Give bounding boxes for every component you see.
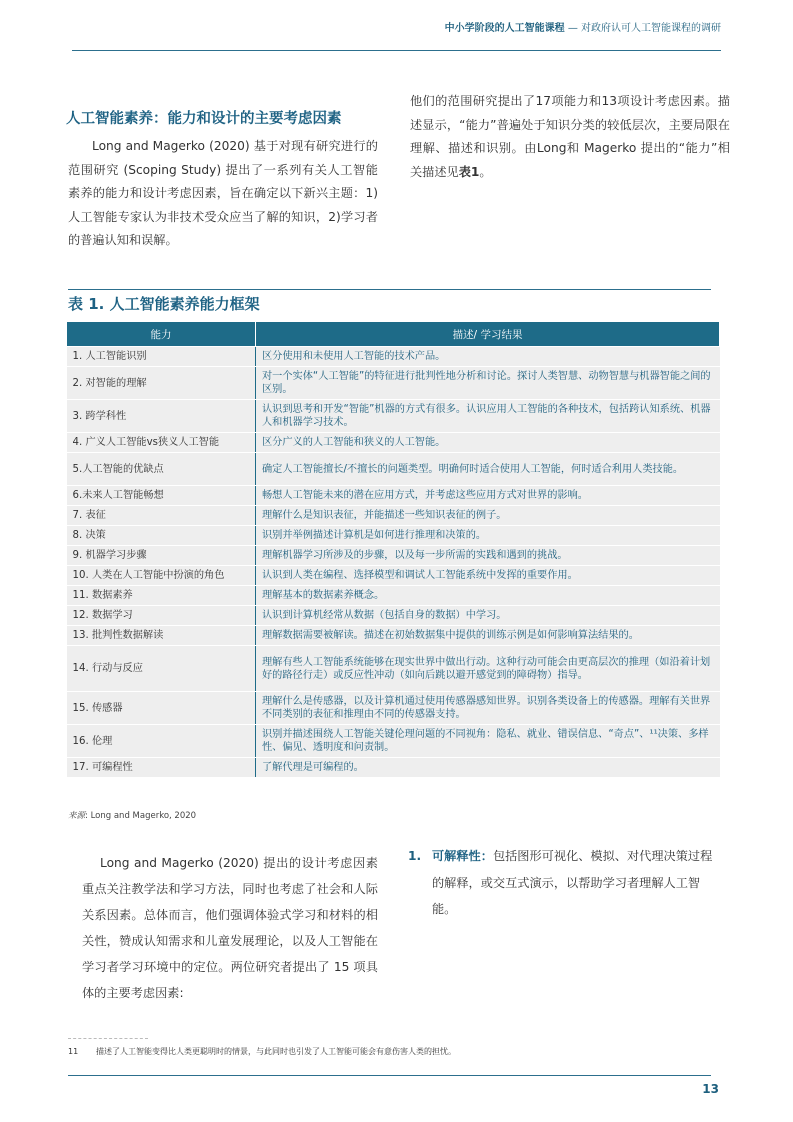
description-cell: 识别并举例描述计算机是如何进行推理和决策的。 — [256, 526, 720, 546]
section-title: 人工智能素养：能力和设计的主要考虑因素 — [66, 111, 342, 127]
column-header-description: 描述/ 学习结果 — [256, 322, 720, 347]
intro-right-end: 。 — [479, 164, 492, 179]
footnote-divider — [68, 1038, 148, 1039]
list-item-text: 包括图形可视化、模拟、对代理决策过程的解释，或交互式演示，以帮助学习者理解人工智能。 — [432, 849, 713, 916]
table-row — [67, 586, 720, 606]
table-row — [67, 546, 720, 566]
capability-cell: 10. 人类在人工智能中扮演的角色 — [67, 566, 256, 586]
table-row — [67, 486, 720, 506]
table-row — [67, 626, 720, 646]
capability-cell: 14. 行动与反应 — [67, 646, 256, 692]
description-cell: 理解什么是知识表征，并能描述一些知识表征的例子。 — [256, 506, 720, 526]
capability-cell: 6.未来人工智能畅想 — [67, 486, 256, 506]
capability-cell: 4. 广义人工智能vs狭义人工智能 — [67, 433, 256, 453]
table-number: 1. — [88, 295, 105, 313]
description-cell: 区分使用和未使用人工智能的技术产品。 — [256, 347, 720, 367]
table-title — [68, 293, 260, 314]
competency-table — [66, 321, 720, 778]
running-header — [72, 18, 721, 51]
table-row — [67, 692, 720, 725]
table-top-rule — [68, 289, 711, 290]
description-cell: 认识到计算机经常从数据（包括自身的数据）中学习。 — [256, 606, 720, 626]
footnote-text: 描述了人工智能变得比人类更聪明时的情景，与此同时也引发了人工智能可能会有意伤害人类的担忧。 — [96, 1047, 456, 1056]
description-cell: 了解代理是可编程的。 — [256, 758, 720, 778]
intro-paragraph-right — [410, 90, 730, 184]
table-title-text: 人工智能素养能力框架 — [109, 295, 260, 313]
table-body — [67, 347, 720, 778]
capability-cell: 15. 传感器 — [67, 692, 256, 725]
table-row — [67, 347, 720, 367]
capability-cell: 16. 伦理 — [67, 725, 256, 758]
header-subtitle: 对政府认可人工智能课程的调研 — [581, 23, 721, 34]
design-considerations-paragraph: Long and Magerko (2020) 提出的设计考虑因素重点关注教学法和学习方法，同时也考虑了社会和人际关系因素。总体而言，他们强调体验式学习和材料的相关性，赞成认知需求和儿童发展理论，以及人工智能在学习者学习环境中的定位。两位研究者提出了 15 项具体的主要考虑因素: — [82, 856, 378, 1000]
description-cell: 理解什么是传感器，以及计算机通过使用传感器感知世界。识别各类设备上的传感器。理解有关世界不同类别的表征和推理由不同的传感器支持。 — [256, 692, 720, 725]
table-row — [67, 506, 720, 526]
page-number: 13 — [702, 1082, 719, 1096]
table-row — [67, 646, 720, 692]
footer-rule — [68, 1075, 711, 1076]
table-row — [67, 433, 720, 453]
capability-cell: 11. 数据素养 — [67, 586, 256, 606]
description-cell: 对一个实体“人工智能”的特征进行批判性地分析和讨论。探讨人类智慧、动物智慧与机器智能之间的区别。 — [256, 367, 720, 400]
description-cell: 理解基本的数据素养概念。 — [256, 586, 720, 606]
description-cell: 理解机器学习所涉及的步骤，以及每一步所需的实践和遇到的挑战。 — [256, 546, 720, 566]
description-cell: 认识到思考和开发“智能”机器的方式有很多。认识应用人工智能的各种技术，包括跨认知系统、机器人和机器学习技术。 — [256, 400, 720, 433]
intro-paragraph-left: Long and Magerko (2020) 基于对现有研究进行的范围研究 (Scoping Study) 提出了一系列有关人工智能素养的能力和设计考虑因素，旨在确定以下新兴主题：1)人工智能专家认为非技术受众应当了解的知识，2)学习者的普遍认知和误解。 — [68, 139, 378, 247]
list-item-number: 1. — [408, 849, 422, 863]
table-header-row — [67, 322, 720, 347]
table-source — [68, 809, 196, 821]
capability-cell: 17. 可编程性 — [67, 758, 256, 778]
capability-cell: 2. 对智能的理解 — [67, 367, 256, 400]
capability-cell: 1. 人工智能识别 — [67, 347, 256, 367]
description-cell: 畅想人工智能未来的潜在应用方式，并考虑这些应用方式对世界的影响。 — [256, 486, 720, 506]
table-row — [67, 566, 720, 586]
considerations-list-item — [408, 843, 723, 923]
intro-right-text: 他们的范围研究提出了17项能力和13项设计考虑因素。描述显示，“能力”普遍处于知识分类的较低层次，主要局限在理解、描述和识别。由Long和 Magerko 提出的“能力”相关描述见 — [410, 94, 730, 179]
table-row — [67, 367, 720, 400]
table-label: 表 — [68, 295, 84, 313]
list-item-term: 可解释性： — [432, 849, 493, 863]
source-label: 来源 — [68, 811, 86, 821]
capability-cell: 7. 表征 — [67, 506, 256, 526]
header-separator: — — [567, 23, 578, 34]
source-text: : Long and Magerko, 2020 — [85, 811, 197, 821]
table-row — [67, 526, 720, 546]
capability-cell: 13. 批判性数据解读 — [67, 626, 256, 646]
table-row — [67, 758, 720, 778]
capability-cell: 9. 机器学习步骤 — [67, 546, 256, 566]
footnote-number: 11 — [68, 1047, 79, 1056]
table-row — [67, 453, 720, 486]
capability-cell: 3. 跨学科性 — [67, 400, 256, 433]
capability-cell: 8. 决策 — [67, 526, 256, 546]
description-cell: 识别并描述围绕人工智能关键伦理问题的不同视角：隐私、就业、错误信息、“奇点”、¹¹决策、多样性、偏见、透明度和问责制。 — [256, 725, 720, 758]
capability-cell: 5.人工智能的优缺点 — [67, 453, 256, 486]
description-cell: 确定人工智能擅长/不擅长的问题类型。明确何时适合使用人工智能，何时适合利用人类技能。 — [256, 453, 720, 486]
capability-cell: 12. 数据学习 — [67, 606, 256, 626]
description-cell: 理解数据需要被解读。描述在初始数据集中提供的训练示例是如何影响算法结果的。 — [256, 626, 720, 646]
table-row — [67, 725, 720, 758]
table-row — [67, 606, 720, 626]
footnote — [68, 1046, 456, 1057]
description-cell: 区分广义的人工智能和狭义的人工智能。 — [256, 433, 720, 453]
header-title: 中小学阶段的人工智能课程 — [444, 23, 565, 34]
description-cell: 理解有些人工智能系统能够在现实世界中做出行动。这种行动可能会由更高层次的推理（如沿着计划好的路径行走）或反应性冲动（如向后跳以避开感觉到的障碍物）指导。 — [256, 646, 720, 692]
column-header-capability: 能力 — [67, 322, 256, 347]
description-cell: 认识到人类在编程、选择模型和调试人工智能系统中发挥的重要作用。 — [256, 566, 720, 586]
table-row — [67, 400, 720, 433]
table-reference-link[interactable]: 表1 — [458, 164, 480, 179]
